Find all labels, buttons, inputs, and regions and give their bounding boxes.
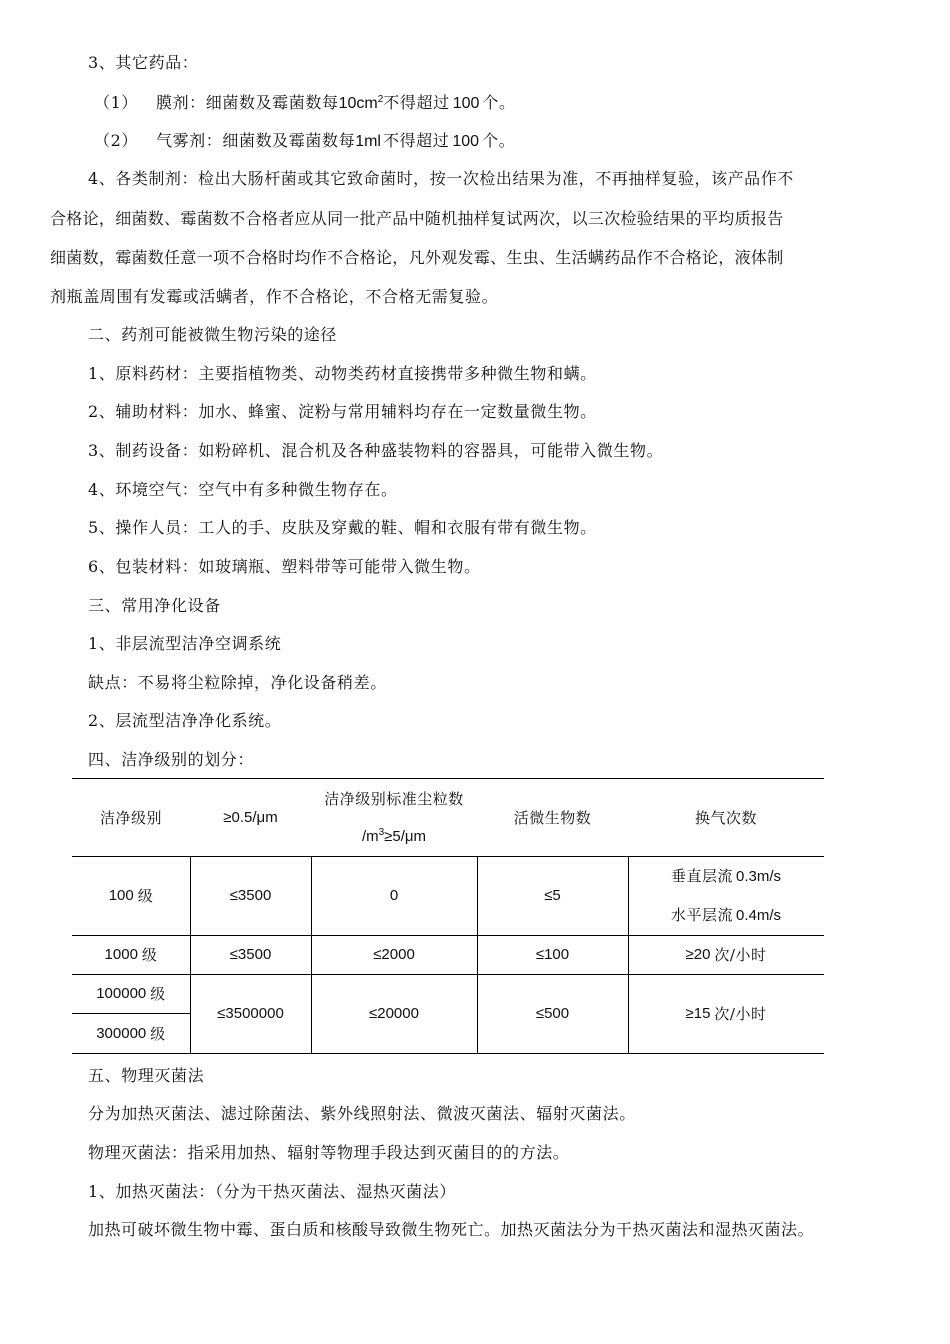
table-row-grade-100000: 100000 级	[96, 985, 166, 1003]
header-particle-standard	[311, 779, 477, 856]
table-cell-microbes: ≤500	[535, 1005, 570, 1022]
paragraph-other-drugs-heading: 3、其它药品：	[88, 53, 199, 72]
paragraph-definition: 物理灭菌法：指采用加热、辐射等物理手段达到灭菌目的的方法。	[88, 1143, 570, 1162]
header-particle-standard-title: 洁净级别标准尘粒数	[324, 789, 464, 808]
table-cell-p5: ≤2000	[373, 946, 415, 963]
aerosol-text-2: 不得超过	[382, 131, 450, 150]
table-row-grade-300000: 300000 级	[96, 1024, 166, 1043]
aerosol-text-3: 个。	[482, 131, 516, 150]
film-agent-text: 膜剂：细菌数及霉菌数每	[155, 93, 339, 112]
item-number: （2）	[94, 131, 138, 150]
aerosol-unit: 1ml	[355, 133, 381, 150]
header-grade: 洁净级别	[99, 808, 162, 827]
film-agent-count: 100	[452, 95, 480, 112]
header-microbes: 活微生物数	[513, 808, 592, 827]
table-cell-air: ≥20 次/小时	[685, 946, 767, 964]
table-cell-p05: ≤3500	[229, 887, 272, 904]
table-row-grade-1000: 1000 级	[104, 946, 158, 964]
paragraph-preparations-line-3: 细菌数，霉菌数任意一项不合格时均作不合格论，凡外观发霉、生虫、生活螨药品作不合格论，液体制	[50, 248, 784, 267]
paragraph-film-agent	[94, 93, 516, 114]
paragraph-preparations-line-2: 合格论，细菌数、霉菌数不合格者应从同一批产品中随机抽样复试两次，以三次检验结果的平均质报告	[50, 209, 784, 228]
paragraph-heat-explanation: 加热可破坏微生物中霉、蛋白质和核酸导致微生物死亡。加热灭菌法分为干热灭菌法和湿热灭菌法。	[88, 1220, 815, 1239]
table-cell-microbes: ≤100	[535, 946, 570, 963]
paragraph-aerosol	[94, 131, 515, 152]
section-heading-purification: 三、常用净化设备	[88, 596, 221, 615]
list-item-laminar: 2、层流型洁净净化系统。	[88, 711, 282, 730]
list-item-packaging: 6、包装材料：如玻璃瓶、塑料带等可能带入微生物。	[88, 557, 481, 576]
film-agent-unit: 10cm	[338, 95, 378, 112]
section-heading-physical-sterilization: 五、物理灭菌法	[88, 1066, 205, 1085]
header-air-changes: 换气次数	[694, 808, 757, 827]
list-item-auxiliary-materials: 2、辅助材料：加水、蜂蜜、淀粉与常用辅料均存在一定数量微生物。	[88, 402, 597, 421]
list-item-heat-sterilization: 1、加热灭菌法：（分为干热灭菌法、湿热灭菌法）	[88, 1182, 456, 1201]
film-agent-text-2: 不得超过	[383, 93, 450, 112]
paragraph-preparations-line-1: 4、各类制剂：检出大肠杆菌或其它致命菌时，按一次检出结果为准，不再抽样复验，该产品作不	[88, 169, 794, 188]
header-particle-05: ≥0.5/μm	[223, 808, 278, 826]
paragraph-disadvantage: 缺点：不易将尘粒除掉，净化设备稍差。	[88, 673, 387, 692]
film-agent-unit-sup: 2	[377, 94, 384, 105]
paragraph-methods: 分为加热灭菌法、滤过除菌法、紫外线照射法、微波灭菌法、辐射灭菌法。	[88, 1104, 636, 1123]
paragraph-preparations-line-4: 剂瓶盖周围有发霉或活螨者，作不合格论，不合格无需复验。	[50, 287, 499, 306]
cleanliness-grade-table	[72, 778, 824, 1054]
list-item-operators: 5、操作人员：工人的手、皮肤及穿戴的鞋、帽和衣服有带有微生物。	[88, 518, 597, 537]
list-item-non-laminar: 1、非层流型洁净空调系统	[88, 634, 282, 653]
table-cell-microbes: ≤5	[544, 887, 561, 904]
film-agent-text-3: 个。	[482, 93, 516, 112]
table-cell-air: 垂直层流 0.3m/s 水平层流 0.4m/s	[670, 867, 782, 924]
table-cell-p5: 0	[389, 887, 399, 904]
list-item-raw-materials: 1、原料药材：主要指植物类、动物类药材直接携带多种微生物和螨。	[88, 364, 597, 383]
item-number: （1）	[94, 93, 138, 112]
table-row-grade-100: 100 级	[108, 887, 154, 905]
table-cell-p05: ≤3500	[229, 946, 272, 963]
header-particle-5: $/m^3\ge 5/\mu m$	[361, 826, 427, 845]
list-item-air: 4、环境空气：空气中有多种微生物存在。	[88, 480, 398, 499]
section-heading-cleanliness: 四、洁净级别的划分：	[88, 750, 255, 769]
table-cell-air: ≥15 次/小时	[685, 1005, 767, 1023]
list-item-equipment: 3、制药设备：如粉碎机、混合机及各种盛装物料的容器具，可能带入微生物。	[88, 441, 664, 460]
aerosol-text: 气雾剂：细菌数及霉菌数每	[155, 131, 356, 150]
aerosol-count: 100	[452, 133, 480, 150]
table-cell-p5: ≤20000	[369, 1005, 419, 1022]
section-heading-contamination: 二、药剂可能被微生物污染的途径	[88, 325, 338, 344]
table-cell-p05: ≤3500000	[217, 1005, 284, 1022]
